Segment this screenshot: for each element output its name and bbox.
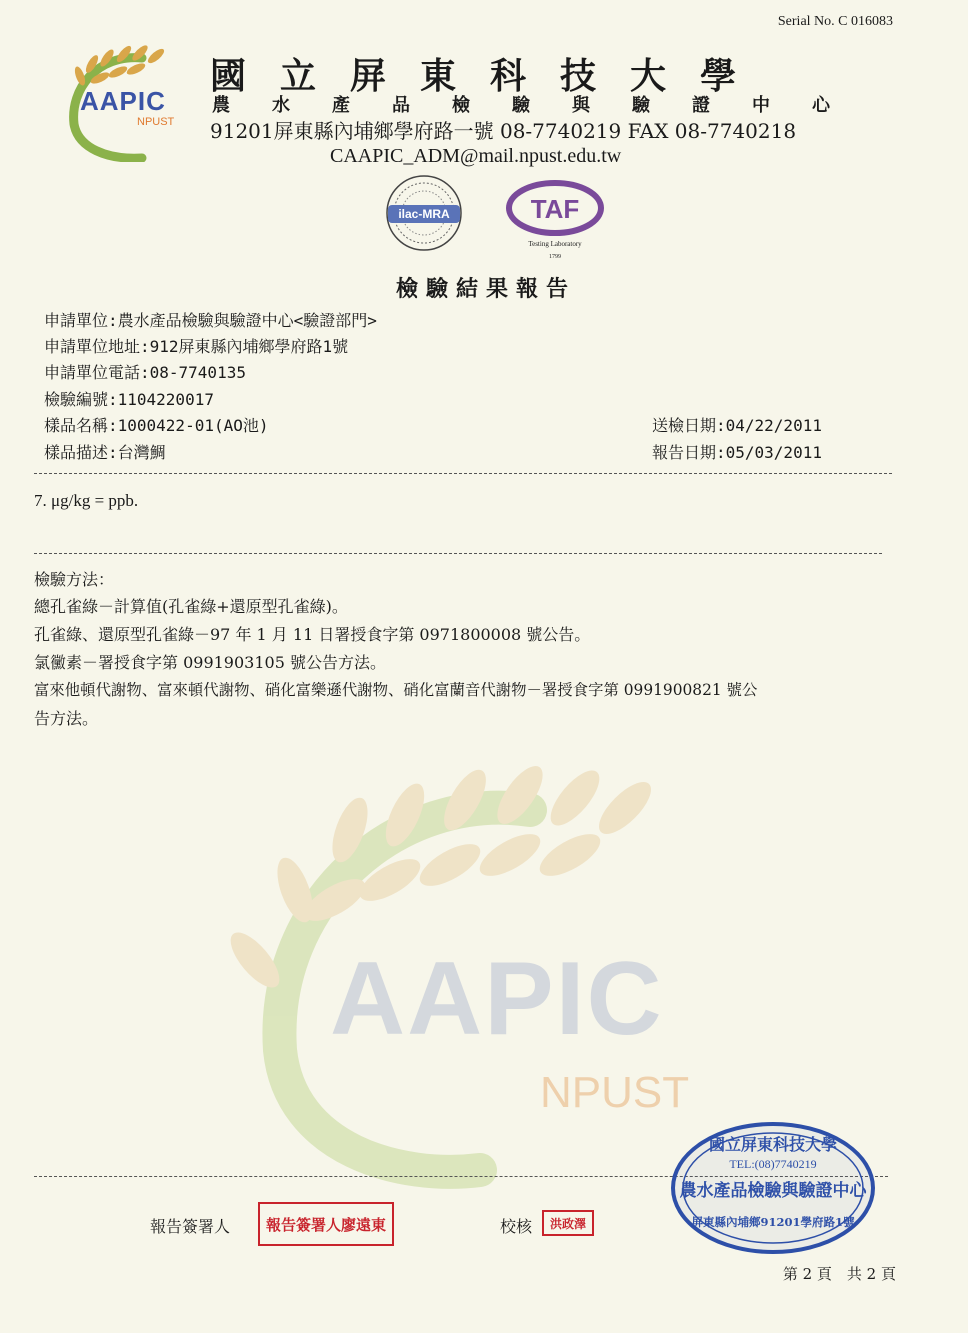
seal-middle-text: 農水產品檢驗與驗證中心 (679, 1181, 867, 1201)
taf-logo (500, 176, 610, 264)
method-line: 告方法。 (34, 709, 99, 728)
divider (34, 553, 882, 554)
signer-label: 報告簽署人 (150, 1217, 231, 1236)
divider (34, 473, 892, 474)
method-line: 富來他頓代謝物、富來頓代謝物、硝化富樂遜代謝物、硝化富蘭音代謝物－署授食字第 0991900821 號公 (34, 681, 758, 699)
seal-top-text: 國立屏東科技大學 (708, 1135, 838, 1154)
sample-name-field: 樣品名稱:1000422-01(AO池) (44, 416, 269, 435)
unit-note: 7. μg/kg = ppb. (34, 491, 139, 510)
report-date-field: 報告日期:05/03/2011 (652, 443, 822, 462)
taf-text: TAF (530, 194, 580, 224)
seal-tel-text: TEL:(08)7740219 (729, 1157, 817, 1171)
taf-sub: Testing Laboratory (528, 240, 582, 248)
signer-stamp: 報告簽署人廖遠東 (258, 1202, 394, 1246)
serial-number: Serial No. C 016083 (777, 14, 893, 29)
test-number-field: 檢驗編號:1104220017 (44, 390, 214, 409)
reviewer-label: 校核 (500, 1217, 533, 1236)
applicant-phone-field: 申請單位電話:08-7740135 (44, 363, 246, 382)
method-line: 孔雀綠、還原型孔雀綠－97 年 1 月 11 日署授食字第 0971800008 號公告。 (34, 625, 591, 644)
page-number: 第 2 頁 共 2 頁 (782, 1265, 896, 1283)
taf-number: 1799 (549, 254, 561, 260)
official-seal (668, 1118, 878, 1258)
center-name: 農水產品檢驗與驗證中心 (212, 95, 872, 116)
watermark-sub: NPUST (540, 1068, 690, 1117)
logo-sub: NPUST (137, 116, 175, 128)
applicant-field: 申請單位:農水產品檢驗與驗證中心<驗證部門> (44, 311, 377, 330)
sample-description-field: 樣品描述:台灣鯛 (44, 443, 166, 462)
report-title: 檢驗結果報告 (396, 276, 577, 302)
ilac-mra-logo (384, 173, 464, 253)
method-line: 氯黴素－署授食字第 0991903105 號公告方法。 (34, 653, 386, 672)
watermark-text: AAPIC (330, 941, 664, 1057)
logo-text: AAPIC (80, 86, 166, 116)
header-address: 91201屏東縣內埔鄉學府路一號 08-7740219 FAX 08-7740218 (210, 119, 797, 143)
ilac-text: ilac-MRA (398, 207, 450, 221)
method-line: 總孔雀綠－計算值(孔雀綠+還原型孔雀綠)。 (34, 597, 348, 616)
university-name: 國立屏東科技大學 (210, 55, 771, 97)
header-email: CAAPIC_ADM@mail.npust.edu.tw (330, 145, 622, 167)
methods-heading: 檢驗方法： (34, 570, 115, 589)
reviewer-stamp: 洪政澤 (542, 1210, 594, 1236)
submit-date-field: 送檢日期:04/22/2011 (652, 416, 822, 435)
seal-bottom-text: 屏東縣內埔鄉91201學府路1號 (691, 1215, 855, 1229)
applicant-address-field: 申請單位地址:912屏東縣內埔鄉學府路1號 (44, 337, 349, 356)
